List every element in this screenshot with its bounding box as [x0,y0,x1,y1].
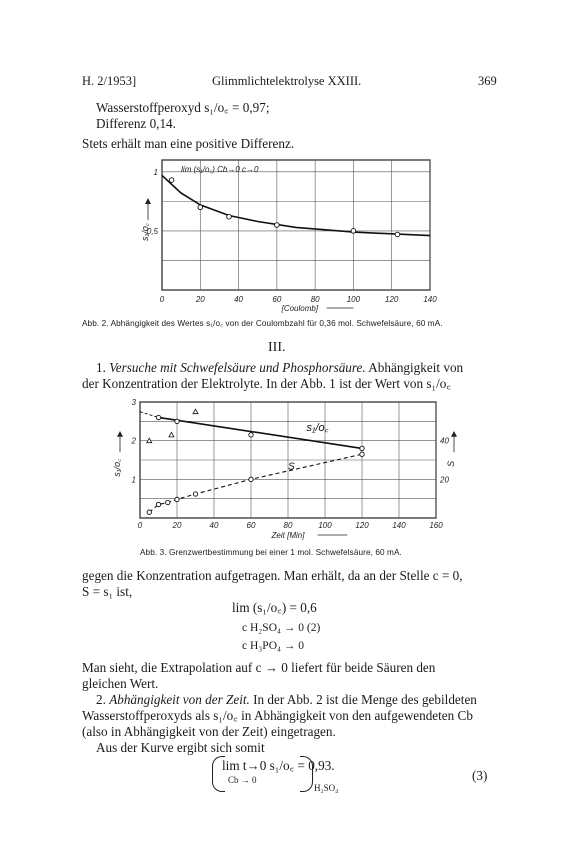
figure-3-x-tick-label: 120 [355,521,369,530]
figure-2-data-point [227,214,232,219]
figure-2-x-tick-label: 100 [346,295,361,304]
p1-heading: Versuche mit Schwefelsäure und Phosphorsäure. [109,360,366,375]
body-line-6: Wasserstoffperoxyds als s₁/o꜀ in Abhängigkeit von den aufgewendeten Cb [82,708,473,723]
figure-3-x-tick-label: 100 [318,521,332,530]
figure-2-x-tick-label: 140 [423,295,437,304]
figure-3-series-S-line [149,454,362,512]
figure-2-x-tick-label: 0 [159,295,165,304]
figure-2-x-tick-label: 60 [272,295,282,304]
page-number: 369 [478,74,497,88]
figure-3-x-tick-label: 60 [246,521,256,530]
figure-2-data-point [395,232,400,237]
equation-3-main: lim t→0 s₁/o꜀ = 0,93. [222,758,335,773]
figure-2-x-tick-label: 40 [234,295,244,304]
figure-3-series-S-point [175,497,179,501]
figure-2-caption: Abb. 2. Abhängigkeit des Wertes s₁/o꜀ von der Coulombzahl für 0,36 mol. Schwefelsäure, 60 mA. [82,319,443,328]
figure-3-y-axis-label-left: s₁/o꜀ [112,458,122,477]
figure-3-x-tick-label: 160 [429,521,443,530]
figure-3-series-s1oc-point [360,446,364,450]
figure-3-series-S-point [360,452,364,456]
section-p1-line1 [96,360,463,376]
equation-2-sub1: c H₂SO₄ → 0 (2) [242,622,321,634]
figure-3-y-tick-label-left: 1 [131,475,136,485]
figure-2-y-tick-label: 1 [153,167,158,177]
equation-3-sub: Cb → 0 [228,775,257,785]
figure-3-x-tick-label: 140 [392,521,406,530]
figure-2-data-point [169,178,174,183]
intro-line-2: Differenz 0,14. [96,116,176,131]
body-line-7: (also in Abhängigkeit von der Zeit) eingetragen. [82,724,336,739]
figure-3-series-S-label: S [288,461,295,473]
figure-3-triangle-marker [169,432,174,437]
body-line-8: Aus der Kurve ergibt sich somit [96,740,265,755]
p2-heading: Abhängigkeit von der Zeit. [109,692,250,707]
intro-line-3: Stets erhält man eine positive Differenz. [82,136,295,151]
body-line-3: Man sieht, die Extrapolation auf c → 0 liefert für beide Säuren den [82,660,436,675]
figure-3-x-axis-label: Zeit [Min] [271,531,305,540]
figure-3-series-s1oc-label: s₁/o꜀ [306,422,329,434]
figure-3-y-tick-label-left: 3 [131,398,136,407]
section-numeral: III. [268,340,286,355]
body-p2-line1 [96,692,477,708]
figure-2-data-point [198,205,203,210]
figure-3-caption: Abb. 3. Grenzwertbestimmung bei einer 1 mol. Schwefelsäure, 60 mA. [140,548,402,557]
equation-3-tag: H₂SO₄ [314,783,339,793]
figure-3-series-s1oc-line [159,417,363,448]
p1-number: 1. [96,360,110,375]
figure-2-x-tick-label: 20 [195,295,205,304]
equation-3-number: (3) [472,768,488,783]
figure-3-series-S-point [193,492,197,496]
p2-number: 2. [96,692,110,707]
figure-3-y-tick-label-left: 2 [131,436,136,446]
figure-3-y-tick-label-right: 20 [440,475,449,485]
figure-3-series-s1oc-extrapolation [140,412,159,418]
running-head-title: Glimmlichtelektrolyse XXIII. [212,74,362,88]
figure-3-series-S-point [147,510,151,514]
intro-line-1: Wasserstoffperoxyd s₁/o꜀ = 0,97; [96,100,270,115]
running-head-left: H. 2/1953] [82,74,137,88]
figure-3-x-tick-label: 40 [209,521,219,530]
figure-2-x-axis-label: [Coulomb] [281,304,319,313]
body-line-1: gegen die Konzentration aufgetragen. Man erhält, da an der Stelle c = 0, [82,568,463,583]
figure-2-y-tick-label: 0,5 [146,226,158,236]
body-line-4: gleichen Wert. [82,676,159,691]
body-line-2: S = s₁ ist, [82,584,133,599]
figure-3-y-tick-label-right: 40 [440,436,449,446]
figure-3-triangle-marker [193,409,198,414]
figure-3-x-tick-label: 80 [283,521,293,530]
figure-3-y-axis-arrowhead-left [117,431,123,437]
equation-3-right-paren [300,756,313,792]
section-p1-line2: der Konzentration der Elektrolyte. In der Abb. 1 ist der Wert von s₁/o꜀ [82,376,451,391]
p2-rest: In der Abb. 2 ist die Menge des gebildeten [249,692,477,707]
figure-3-y-axis-label-right: S [446,460,456,467]
figure-2-y-axis-arrowhead [145,198,151,204]
figure-3-series-S-point [156,502,160,506]
figure-3-y-axis-arrowhead-right [451,431,457,437]
figure-3-x-tick-label: 20 [172,521,182,530]
figure-2-data-point [275,223,280,228]
equation-2-main: lim (s₁/o꜀) = 0,6 [232,600,317,615]
p1-rest: Abhängigkeit von [365,360,464,375]
figure-2-y-axis-label: s₁/o꜀ [140,223,150,241]
figure-3-series-S-point [166,500,170,504]
figure-3-series-S-point [249,477,253,481]
figure-2-annotation: lim (s₁/o꜀) Cb→0 c→0 [181,164,259,174]
figure-3-series-s1oc-point [156,415,160,419]
figure-2-frame [162,160,430,290]
figure-2-x-tick-label: 120 [385,295,399,304]
figure-3-series-s1oc-point [249,433,253,437]
figure-3-x-tick-label: 0 [137,521,143,530]
figure-2-x-tick-label: 80 [310,295,320,304]
figure-3-series-s1oc-point [175,419,179,423]
equation-2-sub2: c H₃PO₄ → 0 [242,640,305,652]
figure-2-data-point [351,229,356,234]
